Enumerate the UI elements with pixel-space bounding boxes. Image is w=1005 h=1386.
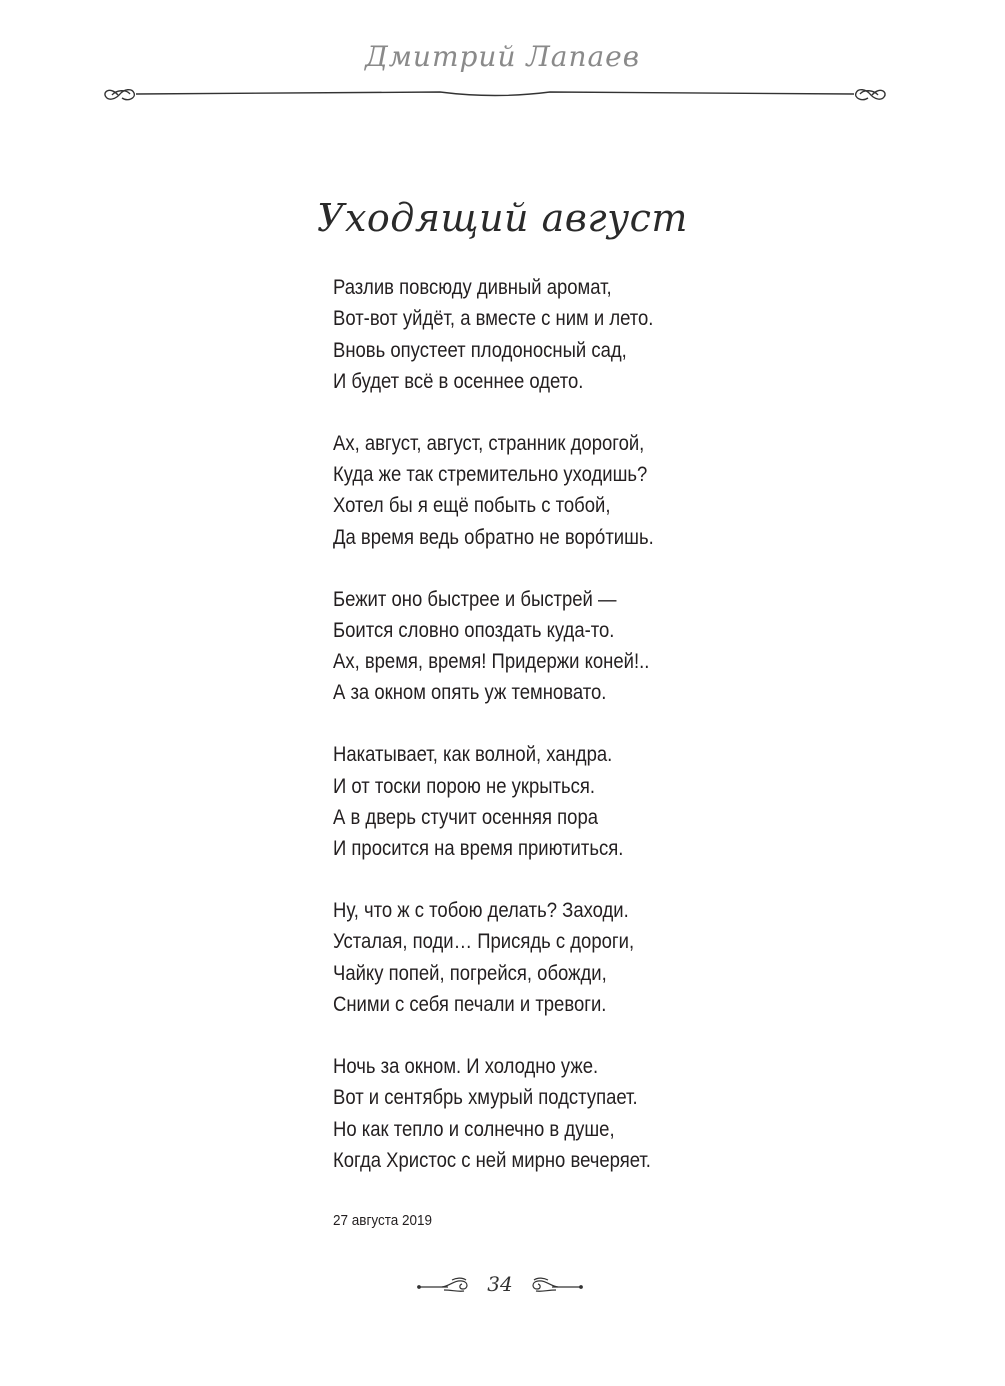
page-folio bbox=[412, 1272, 588, 1302]
poem-line: И просится на время приютиться. bbox=[333, 837, 624, 861]
poem-line: Вот и сентябрь хмурый подступает. bbox=[333, 1086, 638, 1110]
stanza-1 bbox=[333, 272, 703, 397]
poem-line: Ах, август, август, странник дорогой, bbox=[333, 431, 645, 455]
poem-line: Накатывает, как волной, хандра. bbox=[333, 743, 613, 767]
running-head-author: Дмитрий Лапаев bbox=[364, 40, 641, 73]
poem-line: Да время ведь обратно не воро́тишь. bbox=[333, 525, 654, 549]
right-flourish-icon bbox=[856, 90, 885, 100]
poem-date: 27 августа 2019 bbox=[333, 1212, 433, 1229]
poem-line: Сними с себя печали и тревоги. bbox=[333, 993, 607, 1017]
poem-line: Но как тепло и солнечно в душе, bbox=[333, 1117, 615, 1141]
poem-body bbox=[333, 272, 703, 1207]
poem-line: Ну, что ж с тобою делать? Заходи. bbox=[333, 899, 629, 923]
poem-line: Разлив повсюду дивный аромат, bbox=[333, 276, 612, 299]
poem-line: Ночь за окном. И холодно уже. bbox=[333, 1054, 599, 1078]
poem-line: Куда же так стремительно уходишь? bbox=[333, 463, 648, 487]
poem-line: Чайку попей, погрейся, обожди, bbox=[333, 961, 607, 985]
poem-line: И будет всё в осеннее одето. bbox=[333, 369, 584, 393]
stanza-3 bbox=[333, 584, 703, 709]
poem-line: А за окном опять уж темновато. bbox=[333, 681, 607, 705]
page-number: 34 bbox=[487, 1272, 513, 1296]
poem-line: И от тоски порою не укрыться. bbox=[333, 774, 596, 798]
poem-line: Усталая, поди… Присядь с дороги, bbox=[333, 930, 635, 954]
stanza-2 bbox=[333, 428, 703, 553]
stanza-4 bbox=[333, 739, 703, 864]
flourish-divider-icon bbox=[100, 82, 890, 108]
poem-line: Боится словно опоздать куда-то. bbox=[333, 618, 615, 642]
stanza-5 bbox=[333, 895, 703, 1020]
poem-line: А в дверь стучит осенняя пора bbox=[333, 805, 599, 829]
poem-line: Вновь опустеет плодоносный сад, bbox=[333, 338, 627, 362]
stanza-6 bbox=[333, 1051, 703, 1176]
poem-line: Когда Христос с ней мирно вечеряет. bbox=[333, 1148, 651, 1172]
poem-title: Уходящий август bbox=[317, 196, 688, 240]
poem-line: Вот-вот уйдёт, а вместе с ним и лето. bbox=[333, 307, 654, 331]
poem-line: Бежит оно быстрее и быстрей — bbox=[333, 587, 617, 611]
poem-line: Хотел бы я ещё побыть с тобой, bbox=[333, 494, 611, 518]
poem-line: Ах, время, время! Придержи коней!.. bbox=[333, 650, 650, 674]
left-flourish-icon bbox=[105, 90, 134, 100]
